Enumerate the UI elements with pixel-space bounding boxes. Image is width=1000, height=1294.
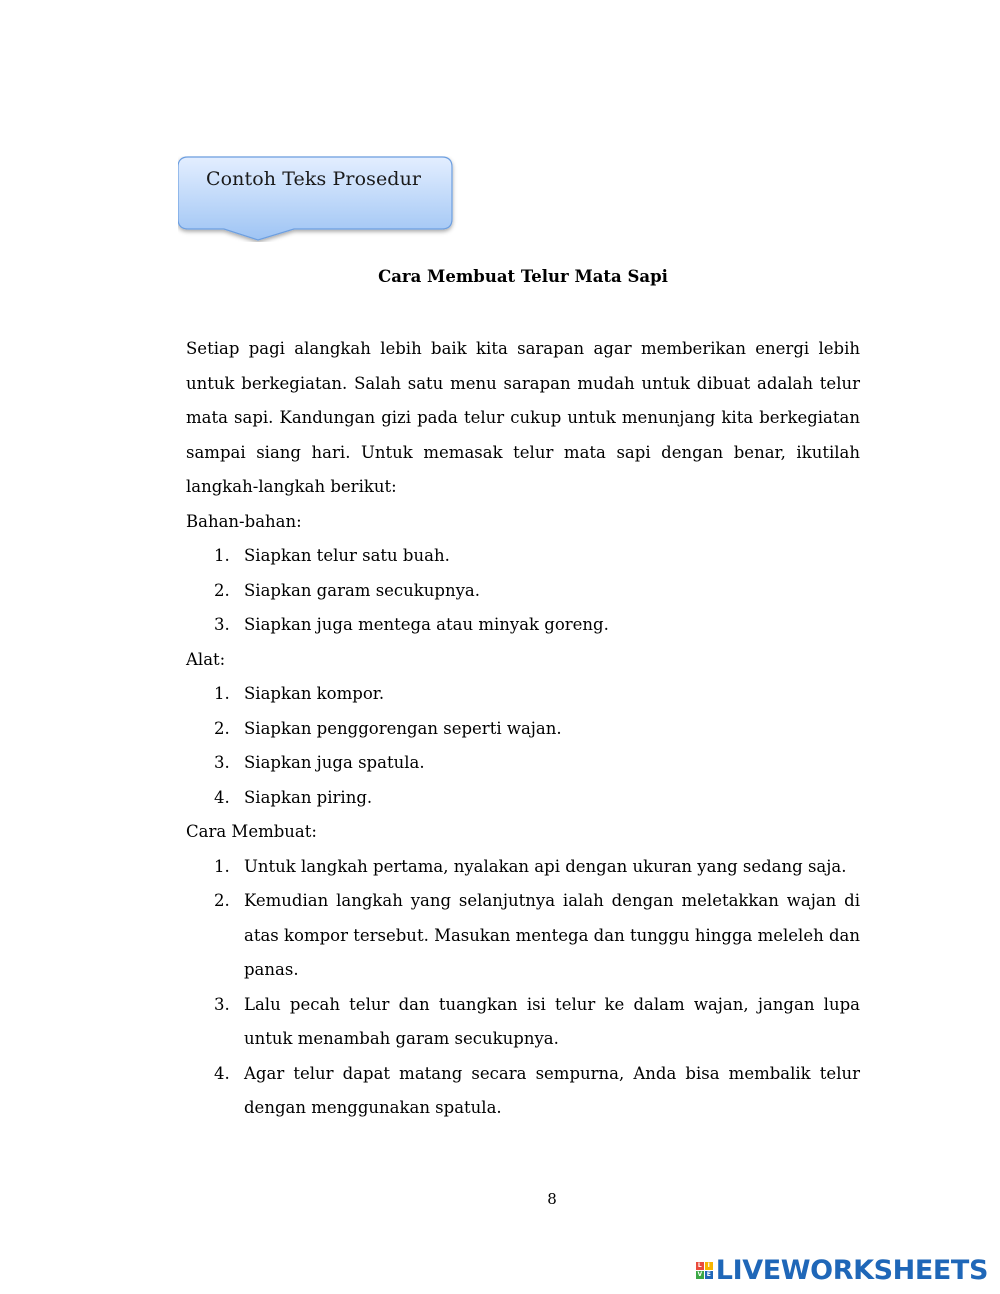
badge-letter: V [697,1270,703,1278]
list-item [186,850,860,885]
list-text: Siapkan juga mentega atau minyak goreng. [244,615,609,634]
list-bahan [186,539,860,643]
list-item [186,608,860,643]
list-number: 1. [214,684,230,703]
list-number: 3. [214,994,230,1014]
page-number: 8 [547,1190,557,1208]
list-text: Lalu pecah telur dan tuangkan isi telur ke dalam wajan, jangan lupa untuk menambah garam secukupnya. [244,994,860,1048]
callout-box [178,156,452,230]
list-item [186,1057,860,1126]
liveworksheets-logo[interactable] [696,1252,988,1288]
liveworksheets-text: LIVEWORKSHEETS [715,1254,988,1286]
list-text: Siapkan penggorengan seperti wajan. [244,718,562,738]
list-number: 4. [214,1063,230,1083]
callout-label: Contoh Teks Prosedur [206,168,422,190]
document-title: Cara Membuat Telur Mata Sapi [378,267,668,286]
list-item [186,884,860,988]
list-text: Agar telur dapat matang secara sempurna, Anda bisa membalik telur dengan menggunakan spatula. [244,1063,860,1117]
list-alat [186,677,860,815]
badge-letter: I [705,1262,713,1270]
list-text: Untuk langkah pertama, nyalakan api dengan ukuran yang sedang saja. [244,856,847,876]
list-number: 4. [214,787,230,807]
list-number: 2. [214,891,230,910]
list-item [186,988,860,1057]
list-number: 1. [214,546,230,565]
list-text: Kemudian langkah yang selanjutnya ialah dengan meletakkan wajan di atas kompor tersebut. Masukan mentega dan tunggu hingga meleleh dan panas. [244,891,860,979]
badge-letter: L [696,1262,704,1270]
list-item [186,574,860,609]
list-text: Siapkan telur satu buah. [244,546,450,565]
list-cara-membuat [186,850,860,1126]
list-item [186,746,860,781]
list-number: 3. [214,615,230,634]
liveworksheets-badge-icon [696,1262,713,1279]
list-item [186,539,860,574]
list-item [186,677,860,712]
intro-paragraph: Setiap pagi alangkah lebih baik kita sarapan agar memberikan energi lebih untuk berkegiatan. Salah satu menu sarapan mudah untuk dibuat adalah telur mata sapi. Kandungan gizi pada telur cukup untuk menunjang kita berkegiatan sampai siang hari. Untuk memasak telur mata sapi dengan benar, ikutilah langkah-langkah berikut: [186,339,860,496]
list-text: Siapkan juga spatula. [244,753,425,772]
list-item [186,712,860,747]
list-number: 3. [214,753,230,772]
list-text: Siapkan kompor. [244,684,385,703]
section-heading-bahan: Bahan-bahan: [186,511,302,531]
list-number: 2. [214,580,230,600]
list-text: Siapkan piring. [244,787,373,807]
list-item [186,781,860,816]
badge-letter: E [706,1270,711,1278]
list-number: 1. [214,856,230,876]
document-body [186,332,860,1126]
section-heading-cara-membuat: Cara Membuat: [186,822,317,841]
section-heading-alat: Alat: [186,649,226,669]
list-text: Siapkan garam secukupnya. [244,580,481,600]
list-number: 2. [214,718,230,738]
